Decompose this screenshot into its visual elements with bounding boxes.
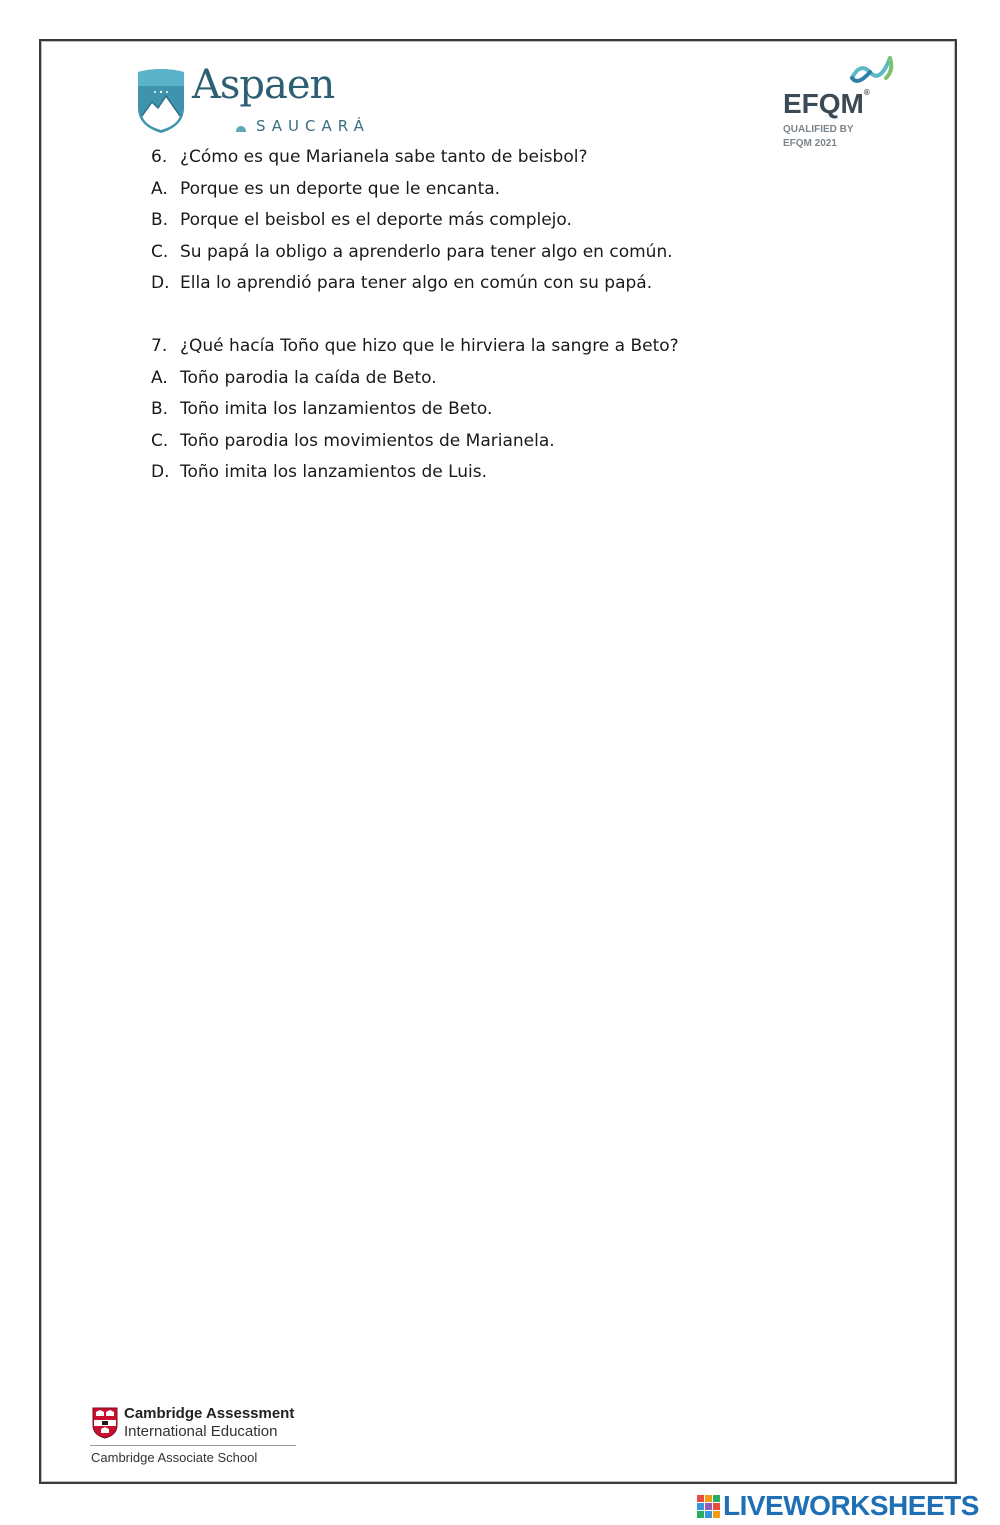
option-label: D. (151, 462, 170, 482)
efqm-qualified-line2: EFQM 2021 (783, 138, 837, 149)
answer-option[interactable] (151, 272, 673, 304)
answer-option[interactable] (151, 430, 679, 462)
question-block-6 (151, 146, 673, 304)
option-text: Su papá la obligo a aprenderlo para tener algo en común. (180, 241, 673, 262)
aspaen-subtitle: SAUCARÁ (256, 117, 370, 135)
option-text: Toño imita los lanzamientos de Beto. (180, 399, 493, 419)
cambridge-line2: International Education (124, 1423, 278, 1440)
efqm-title (783, 88, 870, 120)
cambridge-line3: Cambridge Associate School (91, 1450, 258, 1465)
question-number: 7. (151, 336, 168, 356)
liveworksheets-text: LIVEWORKSHEETS (723, 1490, 979, 1521)
option-text: Porque es un deporte que le encanta. (180, 178, 501, 199)
question-text: ¿Qué hacía Toño que hizo que le hirviera la sangre a Beto? (180, 336, 679, 356)
option-label: A. (151, 367, 168, 388)
answer-option[interactable] (151, 461, 679, 493)
cambridge-line1: Cambridge Assessment (124, 1405, 295, 1422)
answer-option[interactable] (151, 178, 673, 210)
cambridge-logo (90, 1404, 310, 1472)
liveworksheets-tiles-icon (697, 1495, 721, 1519)
question-text: ¿Cómo es que Marianela sabe tanto de beisbol? (180, 147, 588, 167)
option-text: Porque el beisbol es el deporte más complejo. (180, 210, 572, 230)
cambridge-shield-icon (92, 1407, 118, 1439)
option-label: D. (151, 273, 170, 293)
option-label: A. (151, 178, 168, 199)
option-text: Toño parodia los movimientos de Marianela. (180, 430, 555, 451)
efqm-infinity-icon (848, 52, 896, 88)
efqm-qualified-line1: QUALIFIED BY (783, 124, 854, 135)
option-label: B. (151, 399, 169, 419)
option-text: Toño imita los lanzamientos de Luis. (180, 462, 488, 482)
aspaen-shield-icon (136, 68, 186, 134)
question-stem (151, 335, 679, 367)
question-block-7 (151, 335, 679, 493)
question-stem (151, 146, 673, 178)
option-label: C. (151, 430, 169, 451)
question-number: 6. (151, 147, 168, 167)
option-label: B. (151, 210, 169, 230)
answer-option[interactable] (151, 209, 673, 241)
aspaen-logo (136, 62, 386, 138)
efqm-logo (782, 52, 902, 152)
option-label: C. (151, 241, 169, 262)
answer-option[interactable] (151, 398, 679, 430)
efqm-title-text: EFQM (783, 88, 864, 119)
answer-option[interactable] (151, 367, 679, 399)
answer-option[interactable] (151, 241, 673, 273)
aspaen-sub-mark (236, 126, 246, 132)
efqm-trademark: ® (863, 88, 870, 97)
liveworksheets-logo[interactable] (697, 1490, 997, 1522)
aspaen-name: Aspaen (192, 62, 335, 108)
option-text: Ella lo aprendió para tener algo en común con su papá. (180, 273, 653, 293)
cambridge-divider (90, 1445, 296, 1446)
option-text: Toño parodia la caída de Beto. (180, 367, 437, 388)
